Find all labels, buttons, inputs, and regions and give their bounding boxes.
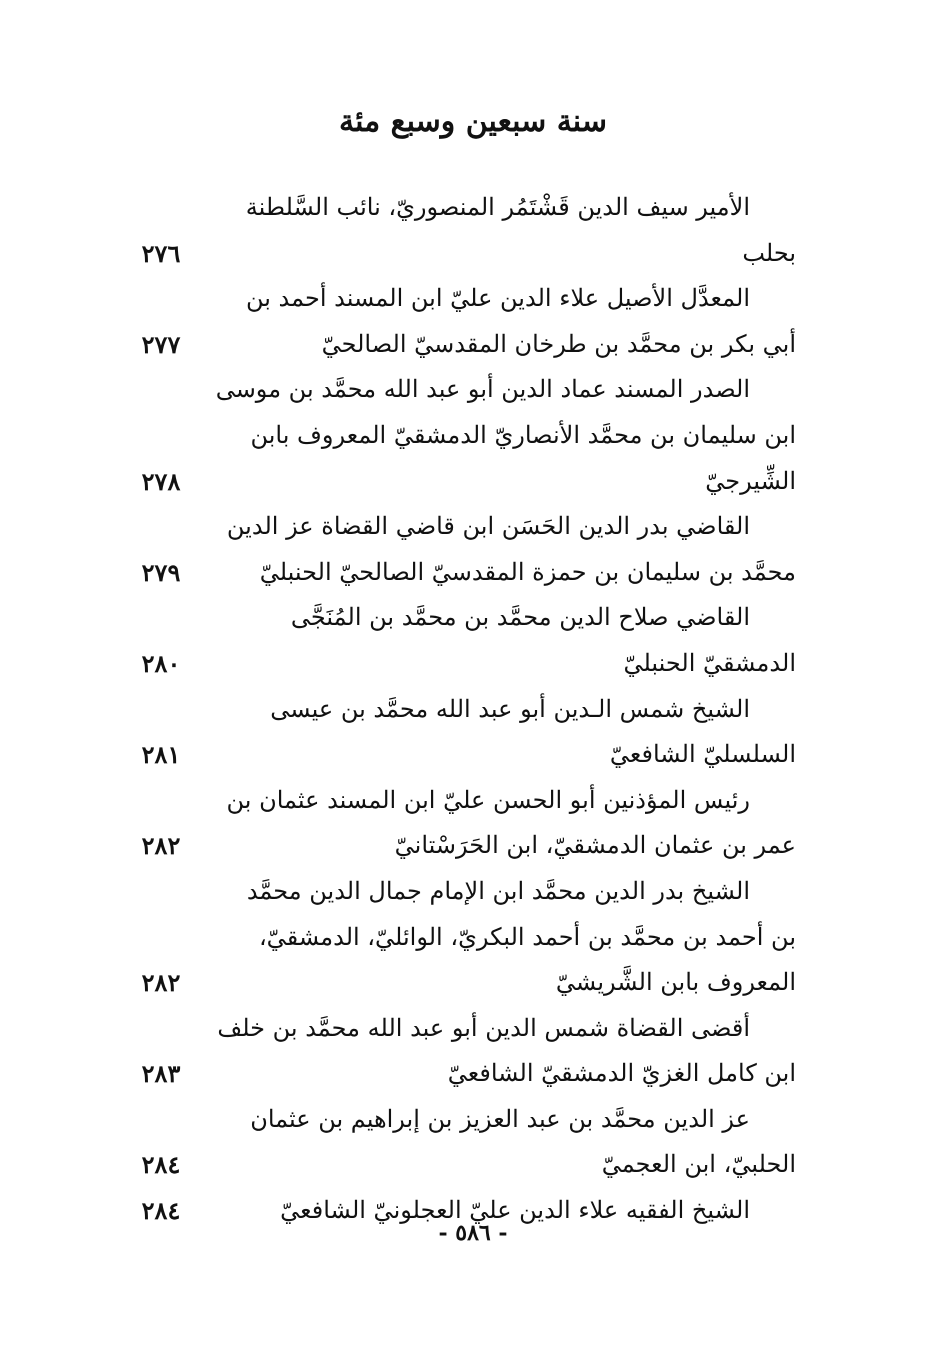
entry-page-number: ٢٨٢	[141, 968, 181, 998]
page-folio: - ٥٨٦ -	[438, 1220, 508, 1246]
entry-line	[130, 1097, 806, 1143]
entry-line	[130, 778, 806, 824]
entry-text: الشيخ بدر الدين محمَّد ابن الإمام جمال الدين محمَّد	[246, 876, 750, 905]
entry-line	[130, 687, 806, 733]
index-entry	[130, 1097, 806, 1188]
entry-page-number: ٢٨٤	[141, 1196, 181, 1226]
entry-text: السلسليّ الشافعيّ	[609, 740, 796, 769]
entry-text: بن أحمد بن محمَّد بن أحمد البكريّ، الوائليّ، الدمشقيّ،	[258, 922, 796, 951]
entry-text: أبي بكر بن محمَّد بن طرخان المقدسيّ الصالحيّ	[321, 329, 796, 358]
index-entry	[130, 367, 806, 504]
entry-line	[130, 322, 806, 368]
entry-text: أقضى القضاة شمس الدين أبو عبد الله محمَّد بن خلف	[217, 1013, 750, 1042]
entry-page-number: ٢٨٠	[141, 648, 181, 678]
entry-text: ابن سليمان بن محمَّد الأنصاريّ الدمشقيّ المعروف بابن	[250, 420, 796, 449]
index-entry	[130, 869, 806, 1006]
entry-page-number: ٢٧٧	[141, 329, 181, 359]
index-entry	[130, 276, 806, 367]
entry-text: المعدَّل الأصيل علاء الدين عليّ ابن المسند أحمد بن	[245, 284, 750, 313]
entry-text: رئيس المؤذنين أبو الحسن عليّ ابن المسند عثمان بن	[226, 785, 750, 814]
entry-page-number: ٢٨٢	[141, 831, 181, 861]
entry-line	[130, 550, 806, 596]
entry-text: عمر بن عثمان الدمشقيّ، ابن الحَرَسْتانيّ	[394, 831, 796, 860]
entry-text: الشيخ شمس الـدين أبو عبد الله محمَّد بن عيسى	[270, 694, 750, 723]
entry-text: ابن كامل الغزيّ الدمشقيّ الشافعيّ	[447, 1059, 796, 1088]
entry-line	[130, 915, 806, 961]
entry-page-number: ٢٧٨	[141, 466, 181, 496]
entry-text: الحلبيّ، ابن العجميّ	[601, 1150, 796, 1179]
entry-line	[130, 595, 806, 641]
entry-line	[130, 823, 806, 869]
entry-line	[130, 367, 806, 413]
entry-line	[130, 413, 806, 459]
entry-line	[130, 732, 806, 778]
entry-line	[130, 504, 806, 550]
entry-line	[130, 276, 806, 322]
entry-text: الشيخ الفقيه علاء الدين عليّ العجلونيّ الشافعيّ	[280, 1196, 750, 1225]
entry-text: محمَّد بن سليمان بن حمزة المقدسيّ الصالحيّ الحنبليّ	[259, 557, 796, 586]
entry-line	[130, 869, 806, 915]
entry-line	[130, 1051, 806, 1097]
index-entry	[130, 687, 806, 778]
entry-line	[130, 960, 806, 1006]
entry-line	[130, 641, 806, 687]
entry-text: الدمشقيّ الحنبليّ	[623, 648, 796, 677]
index-entry	[130, 185, 806, 276]
entry-page-number: ٢٨٤	[141, 1150, 181, 1180]
entry-line	[130, 1006, 806, 1052]
entry-line	[130, 231, 806, 277]
entry-page-number: ٢٨١	[141, 740, 181, 770]
entry-page-number: ٢٧٩	[141, 557, 181, 587]
index-list	[130, 185, 806, 1234]
entry-text: الأمير سيف الدين قَشْتَمُر المنصوريّ، نائب السَّلطنة	[245, 193, 750, 221]
page-title: سنة سبعين وسبع مئة	[338, 104, 607, 139]
entry-text: القاضي صلاح الدين محمَّد بن محمَّد بن المُنَجَّى	[290, 603, 750, 632]
entry-text: عز الدين محمَّد بن عبد العزيز بن إبراهيم بن عثمان	[250, 1104, 750, 1133]
entry-text: المعروف بابن الشَّريشيّ	[555, 968, 796, 997]
entry-page-number: ٢٧٦	[141, 238, 181, 268]
entry-text: الصدر المسند عماد الدين أبو عبد الله محمَّد بن موسى	[215, 375, 750, 404]
index-entry	[130, 595, 806, 686]
entry-text: بحلب	[742, 238, 796, 267]
index-entry	[130, 504, 806, 595]
entry-line	[130, 185, 806, 231]
entry-line	[130, 1142, 806, 1188]
index-entry	[130, 778, 806, 869]
entry-page-number: ٢٨٣	[141, 1059, 181, 1089]
index-entry	[130, 1006, 806, 1097]
entry-line	[130, 459, 806, 505]
entry-text: الشِّيرجيّ	[705, 466, 796, 495]
entry-text: القاضي بدر الدين الحَسَن ابن قاضي القضاة عز الدين	[226, 512, 750, 541]
